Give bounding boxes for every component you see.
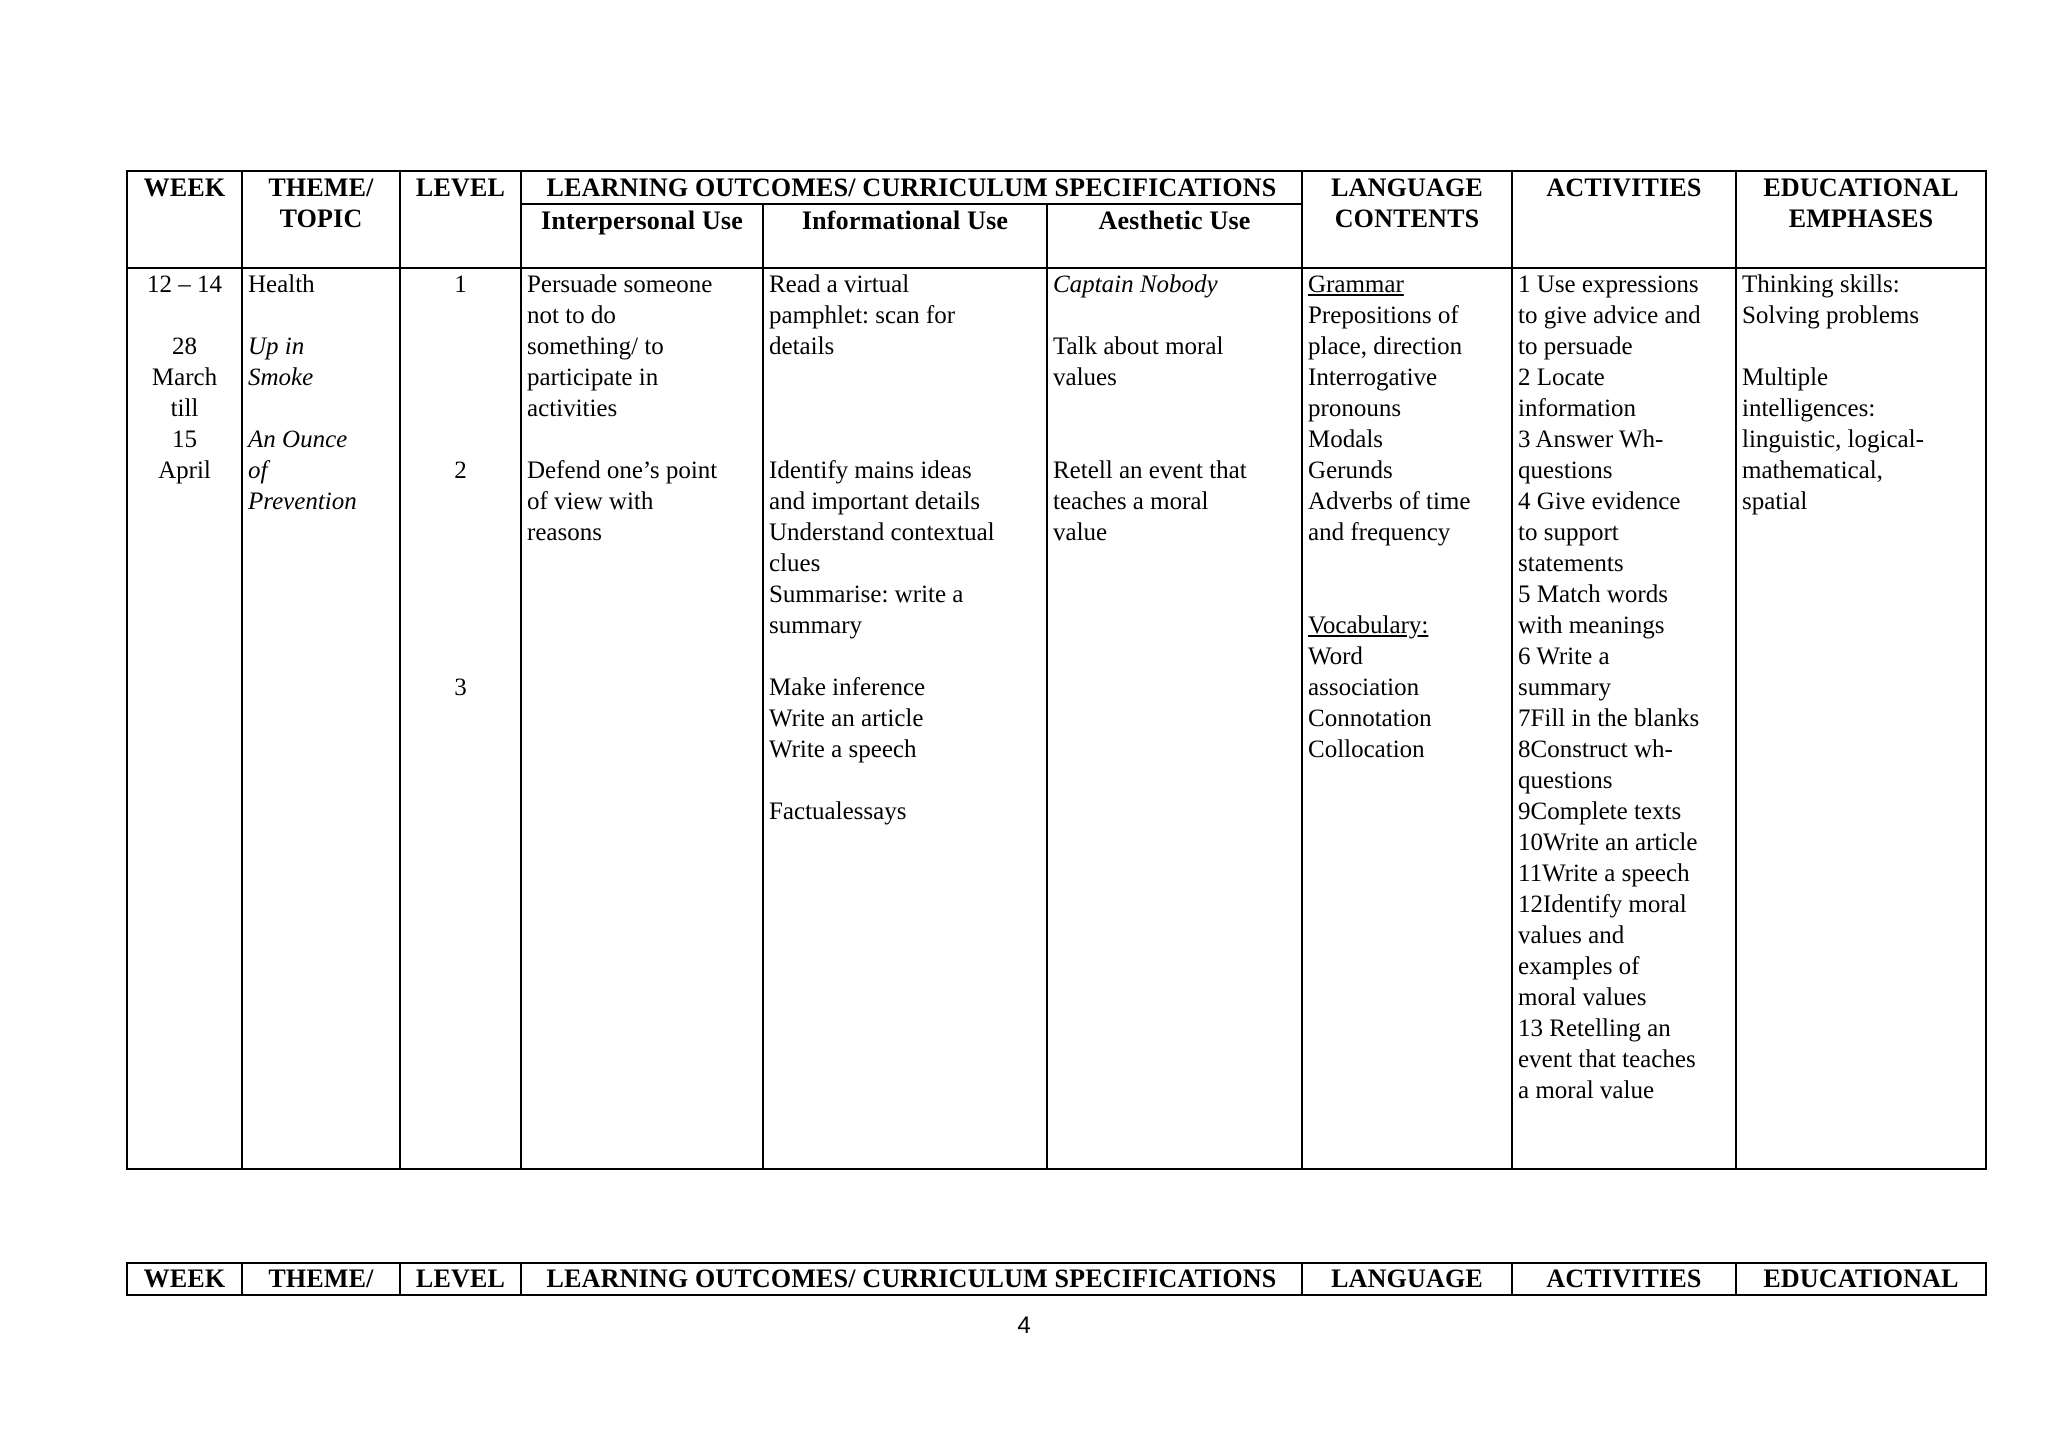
vocabulary-item: association <box>1308 674 1420 702</box>
activity-line: 2 Locate <box>1518 364 1605 392</box>
week-line: April <box>158 457 211 485</box>
topic-line: Prevention <box>248 488 357 516</box>
activity-line: 6 Write a <box>1518 643 1610 671</box>
aesthetic-title: Captain Nobody <box>1053 271 1218 299</box>
week-line <box>133 300 236 331</box>
emphasis-line <box>1742 331 1980 362</box>
vocabulary-item: Connotation <box>1308 705 1432 733</box>
continued-table-header <box>126 1262 1987 1296</box>
vocabulary-item: Word <box>1308 643 1363 671</box>
level-3: 3 <box>454 674 467 702</box>
emphasis-line: linguistic, logical- <box>1742 426 1924 454</box>
informational-line: and important details <box>769 488 981 516</box>
header-theme-topic-text: THEME/ TOPIC <box>268 173 374 233</box>
activity-line: to give advice and <box>1518 302 1701 330</box>
next-header-educational: EDUCATIONAL <box>1736 1263 1986 1295</box>
header-interpersonal-use: Interpersonal Use <box>521 204 763 268</box>
emphasis-line: Solving problems <box>1742 302 1920 330</box>
informational-line: Read a virtual <box>769 271 910 299</box>
cell-theme-topic <box>242 268 400 1169</box>
header-theme-topic <box>242 171 400 268</box>
theme-line <box>248 393 394 424</box>
header-educational-emphases: EDUCATIONAL EMPHASES <box>1736 171 1986 268</box>
next-header-week: WEEK <box>127 1263 242 1295</box>
grammar-item: and frequency <box>1308 519 1451 547</box>
week-line: 15 <box>172 426 197 454</box>
activity-line: questions <box>1518 767 1613 795</box>
grammar-item: pronouns <box>1308 395 1402 423</box>
header-week: WEEK <box>127 171 242 268</box>
interpersonal-line: not to do <box>527 302 616 330</box>
header-learning-outcomes: LEARNING OUTCOMES/ CURRICULUM SPECIFICATIONS <box>521 171 1302 204</box>
activity-line: moral values <box>1518 984 1647 1012</box>
cell-activities <box>1512 268 1736 1169</box>
interpersonal-line: participate in <box>527 364 659 392</box>
informational-line: pamphlet: scan for <box>769 302 956 330</box>
informational-line: Write an article <box>769 705 924 733</box>
header-activities: ACTIVITIES <box>1512 171 1736 268</box>
emphasis-line: mathematical, <box>1742 457 1883 485</box>
informational-line: Summarise: write a <box>769 581 964 609</box>
aesthetic-line: teaches a moral <box>1053 488 1209 516</box>
activity-line: 7Fill in the blanks <box>1518 705 1700 733</box>
header-language-contents: LANGUAGE CONTENTS <box>1302 171 1512 268</box>
cell-language-contents <box>1302 268 1512 1169</box>
activity-line: 1 Use expressions <box>1518 271 1699 299</box>
cell-informational <box>763 268 1047 1169</box>
topic-line: Up in <box>248 333 305 361</box>
activity-line: with meanings <box>1518 612 1665 640</box>
informational-line: summary <box>769 612 863 640</box>
next-header-level: LEVEL <box>400 1263 521 1295</box>
emphasis-line: Thinking skills: <box>1742 271 1900 299</box>
informational-line <box>769 765 1041 796</box>
activity-line: statements <box>1518 550 1624 578</box>
page-number: 4 <box>1017 1312 1031 1339</box>
emphasis-line: spatial <box>1742 488 1808 516</box>
topic-line: of <box>248 457 268 485</box>
activity-line: 10Write an article <box>1518 829 1698 857</box>
aesthetic-line: Retell an event that <box>1053 457 1247 485</box>
activity-line: 12Identify moral <box>1518 891 1687 919</box>
activity-line: values and <box>1518 922 1625 950</box>
cell-educational-emphases <box>1736 268 1986 1169</box>
activity-line: 11Write a speech <box>1518 860 1690 888</box>
activity-line: summary <box>1518 674 1612 702</box>
aesthetic-line: value <box>1053 519 1108 547</box>
interpersonal-line: something/ to <box>527 333 664 361</box>
interpersonal-line: reasons <box>527 519 602 547</box>
vocabulary-heading: Vocabulary: <box>1308 612 1429 640</box>
informational-line: clues <box>769 550 821 578</box>
informational-line: details <box>769 333 835 361</box>
aesthetic-line: Talk about moral <box>1053 333 1224 361</box>
next-header-language: LANGUAGE <box>1302 1263 1512 1295</box>
grammar-item: Interrogative <box>1308 364 1438 392</box>
activity-line: 8Construct wh- <box>1518 736 1673 764</box>
activity-line: 5 Match words <box>1518 581 1668 609</box>
interpersonal-line: Persuade someone <box>527 271 713 299</box>
cell-aesthetic <box>1047 268 1302 1169</box>
header-aesthetic-use: Aesthetic Use <box>1047 204 1302 268</box>
scheme-of-work-table <box>126 170 1987 1170</box>
activity-line: questions <box>1518 457 1613 485</box>
vocabulary-item: Collocation <box>1308 736 1425 764</box>
grammar-heading: Grammar <box>1308 271 1404 299</box>
interpersonal-line: of view with <box>527 488 654 516</box>
next-header-learning-outcomes: LEARNING OUTCOMES/ CURRICULUM SPECIFICATIONS <box>521 1263 1302 1295</box>
level-1: 1 <box>454 271 467 299</box>
week-line: March <box>151 364 218 392</box>
week-line: 28 <box>172 333 197 361</box>
topic-line: An Ounce <box>248 426 348 454</box>
topic-line: Smoke <box>248 364 314 392</box>
activity-line: 4 Give evidence <box>1518 488 1681 516</box>
activity-line: event that teaches <box>1518 1046 1696 1074</box>
activity-line: to support <box>1518 519 1619 547</box>
informational-line: Identify mains ideas <box>769 457 972 485</box>
activity-line: examples of <box>1518 953 1640 981</box>
cell-interpersonal <box>521 268 763 1169</box>
theme-line: Health <box>248 271 315 299</box>
week-line: till <box>170 395 199 423</box>
informational-line: Make inference <box>769 674 926 702</box>
cell-week <box>127 268 242 1169</box>
activity-line: to persuade <box>1518 333 1633 361</box>
grammar-item: Modals <box>1308 426 1384 454</box>
next-header-activities: ACTIVITIES <box>1512 1263 1736 1295</box>
grammar-item: place, direction <box>1308 333 1463 361</box>
cell-level <box>400 268 521 1169</box>
activity-line: 13 Retelling an <box>1518 1015 1671 1043</box>
interpersonal-line: Defend one’s point <box>527 457 718 485</box>
next-header-theme: THEME/ <box>242 1263 400 1295</box>
emphasis-line: intelligences: <box>1742 395 1876 423</box>
activities-list <box>1518 269 1730 1106</box>
grammar-item: Gerunds <box>1308 457 1393 485</box>
emphasis-line: Multiple <box>1742 364 1829 392</box>
week-line: 12 – 14 <box>147 271 222 299</box>
grammar-item: Adverbs of time <box>1308 488 1471 516</box>
informational-line: Factualessays <box>769 798 907 826</box>
activity-line: 3 Answer Wh- <box>1518 426 1664 454</box>
grammar-item: Prepositions of <box>1308 302 1459 330</box>
theme-line <box>248 300 394 331</box>
activity-line: information <box>1518 395 1637 423</box>
level-2: 2 <box>454 457 467 485</box>
header-informational-use: Informational Use <box>763 204 1047 268</box>
activity-line: a moral value <box>1518 1077 1655 1105</box>
header-level: LEVEL <box>400 171 521 268</box>
interpersonal-line: activities <box>527 395 618 423</box>
informational-line: Understand contextual <box>769 519 995 547</box>
activity-line: 9Complete texts <box>1518 798 1682 826</box>
aesthetic-line: values <box>1053 364 1117 392</box>
informational-line: Write a speech <box>769 736 917 764</box>
